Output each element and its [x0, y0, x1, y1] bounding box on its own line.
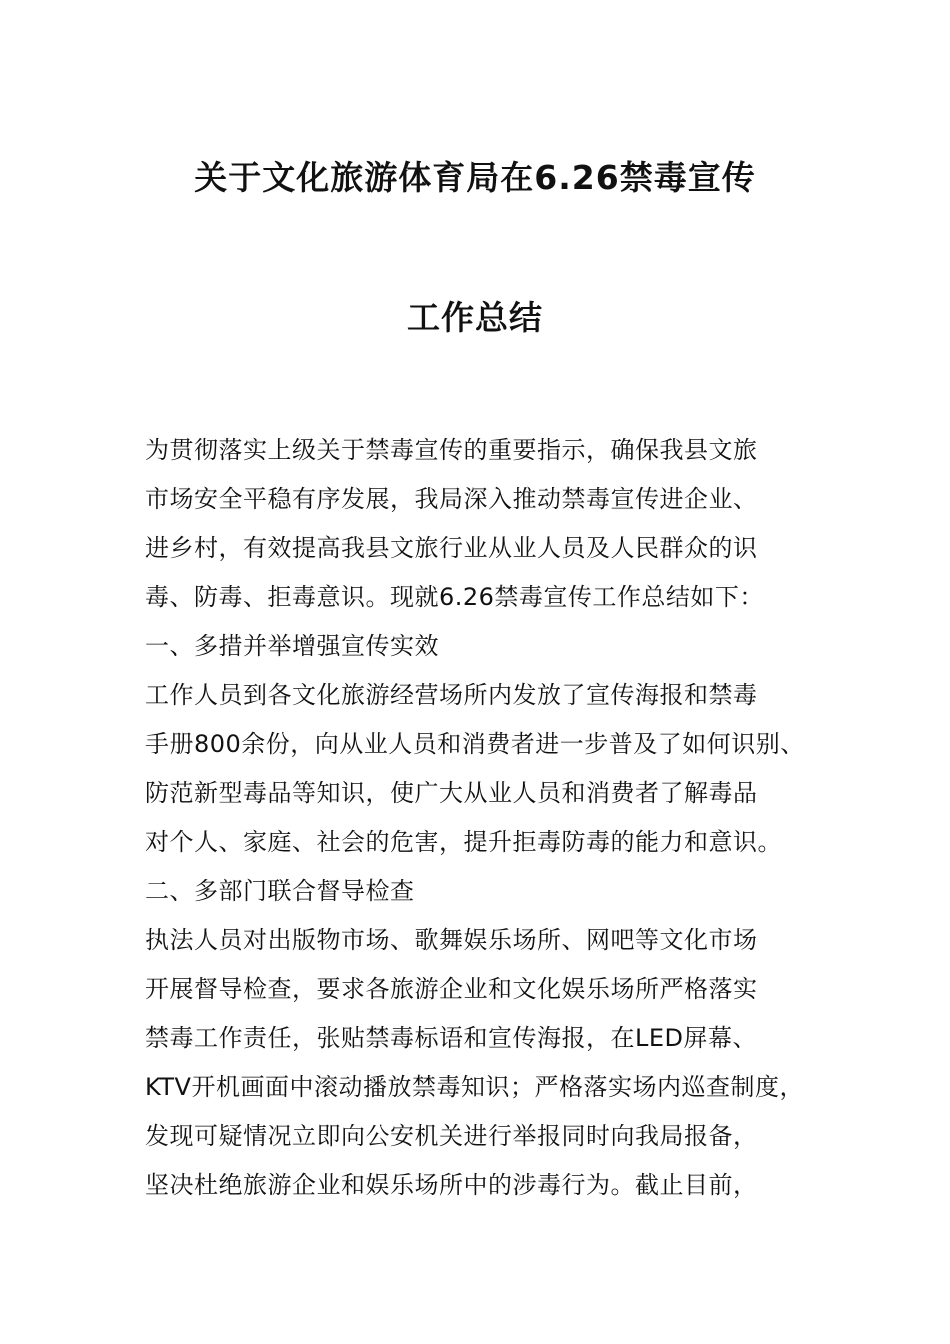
body-line: 坚决杜绝旅游企业和娱乐场所中的涉毒行为。截止目前，: [145, 1171, 758, 1199]
body-line: 执法人员对出版物市场、歌舞娱乐场所、网吧等文化市场: [145, 926, 758, 954]
body-line: 工作人员到各文化旅游经营场所内发放了宣传海报和禁毒: [145, 681, 758, 709]
section-heading-1: 一、多措并举增强宣传实效: [145, 632, 439, 660]
body-line: 毒、防毒、拒毒意识。现就6.26禁毒宣传工作总结如下：: [145, 583, 764, 611]
body-line: 禁毒工作责任，张贴禁毒标语和宣传海报，在LED屏幕、: [145, 1024, 758, 1052]
body-line: KTV开机画面中滚动播放禁毒知识；严格落实场内巡查制度，: [145, 1073, 804, 1101]
body-line: 发现可疑情况立即向公安机关进行举报同时向我局报备，: [145, 1122, 758, 1150]
document-body: [145, 426, 845, 1210]
body-line: 防范新型毒品等知识，使广大从业人员和消费者了解毒品: [145, 779, 758, 807]
body-line: 市场安全平稳有序发展，我局深入推动禁毒宣传进企业、: [145, 485, 758, 513]
body-line: 进乡村，有效提高我县文旅行业从业人员及人民群众的识: [145, 534, 758, 562]
body-line: 手册800余份，向从业人员和消费者进一步普及了如何识别、: [145, 730, 805, 758]
section-heading-2: 二、多部门联合督导检查: [145, 877, 415, 905]
document-title-line-2: 工作总结: [407, 298, 543, 337]
document-title-line-1: 关于文化旅游体育局在6.26禁毒宣传: [194, 158, 756, 197]
body-line: 为贯彻落实上级关于禁毒宣传的重要指示，确保我县文旅: [145, 436, 758, 464]
body-line: 对个人、家庭、社会的危害，提升拒毒防毒的能力和意识。: [145, 828, 782, 856]
body-line: 开展督导检查，要求各旅游企业和文化娱乐场所严格落实: [145, 975, 758, 1003]
